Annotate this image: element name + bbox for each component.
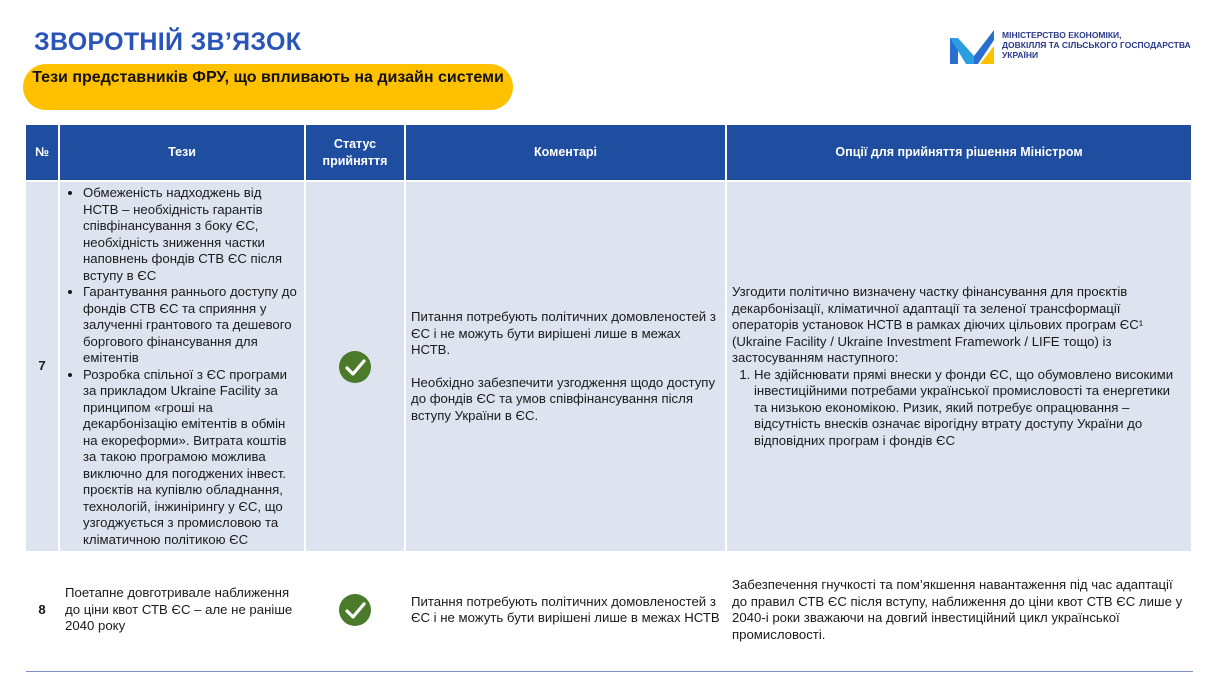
col-options: Опції для прийняття рішення Міністром (726, 125, 1192, 181)
comments-cell (405, 181, 726, 551)
status-cell (305, 181, 405, 551)
col-status: Статус прийняття (305, 125, 405, 181)
theses-cell (59, 181, 305, 551)
col-number: № (26, 125, 59, 181)
logo-line: ДОВКІЛЛЯ ТА СІЛЬСЬКОГО ГОСПОДАРСТВА (1002, 40, 1191, 50)
row-number: 8 (26, 551, 59, 669)
comment-text: Необхідно забезпечити узгодження щодо доступу до фондів ЄС та умов співфінансування після вступу України в ЄС. (411, 374, 716, 423)
comments-cell: Питання потребують політичних домовленостей з ЄС і не можуть бути вирішені лише в межах НСТВ (405, 551, 726, 669)
options-intro: Узгодити політично визначену частку фінансування для проєктів декарбонізації, кліматичної адаптації та зеленої трансформації операторів установок НСТВ в рамках діючих цільових програм ЄС¹ (Ukraine Facility / Ukraine Investment Framework / LIFE тощо) із застосуванням наступного: (732, 284, 1144, 365)
thesis-item: • Обмеженість надходжень від НСТВ – необхідність гарантів співфінансування з боку ЄС, необхідність зниження частки наповнень фондів СТВ ЄС після вступу в ЄС (83, 185, 299, 284)
ministry-logo (950, 26, 1191, 64)
divider (26, 671, 1193, 672)
check-icon (338, 350, 372, 384)
thesis-item: • Розробка спільної з ЄС програми за прикладом Ukraine Facility за принципом «гроші на декарбонізацію емітентів в обмін на екореформи». Витрата коштів за такою програмою можлива виключно для погоджених інвест. проєктів на купівлю обладнання, технологій, інжинірингу у ЄС, що узгоджується з промисловою та кліматичною політикою ЄС (83, 367, 299, 549)
status-cell (305, 551, 405, 669)
table-row (26, 551, 1192, 669)
comment-text: Питання потребують політичних домовленостей з ЄС і не можуть бути вирішені лише в межах НСТВ. (411, 309, 716, 357)
thesis-item: • Гарантування раннього доступу до фондів СТВ ЄС та сприяння у залученні грантового та дешевого боргового фінансування для емітентів (83, 284, 299, 367)
options-cell (726, 181, 1192, 551)
subtitle-banner: Тези представників ФРУ, що впливають на дизайн системи (23, 64, 513, 110)
check-icon (338, 593, 372, 627)
col-comments: Коментарі (405, 125, 726, 181)
table-header (26, 125, 1192, 181)
ministry-logo-icon (950, 26, 996, 64)
options-cell: Забезпечення гнучкості та пом’якшення навантаження під час адаптації до правил СТВ ЄС після вступу, наближення до ціни квот СТВ ЄС лише у 2040-і роки зважаючи на довгий інвестиційний цикл української промисловості. (726, 551, 1192, 669)
row-number: 7 (26, 181, 59, 551)
option-item: 1. Не здійснювати прямі внески у фонди ЄС, що обумовлено високими інвестиційними потребами української промисловості та енергетики та низькою економікою. Ризик, який потребує опрацювання – відсутність внесків означає вірогідну втрату доступу України до відповідних програм і фондів ЄС (754, 367, 1186, 450)
logo-line: УКРАЇНИ (1002, 50, 1039, 60)
theses-table (26, 125, 1193, 669)
col-theses: Тези (59, 125, 305, 181)
page-title: ЗВОРОТНІЙ ЗВ’ЯЗОК (34, 28, 302, 56)
logo-line: МІНІСТЕРСТВО ЕКОНОМІКИ, (1002, 30, 1122, 40)
theses-cell: Поетапне довготривале наближення до ціни квот СТВ ЄС – але не раніше 2040 року (59, 551, 305, 669)
table-row (26, 181, 1192, 551)
